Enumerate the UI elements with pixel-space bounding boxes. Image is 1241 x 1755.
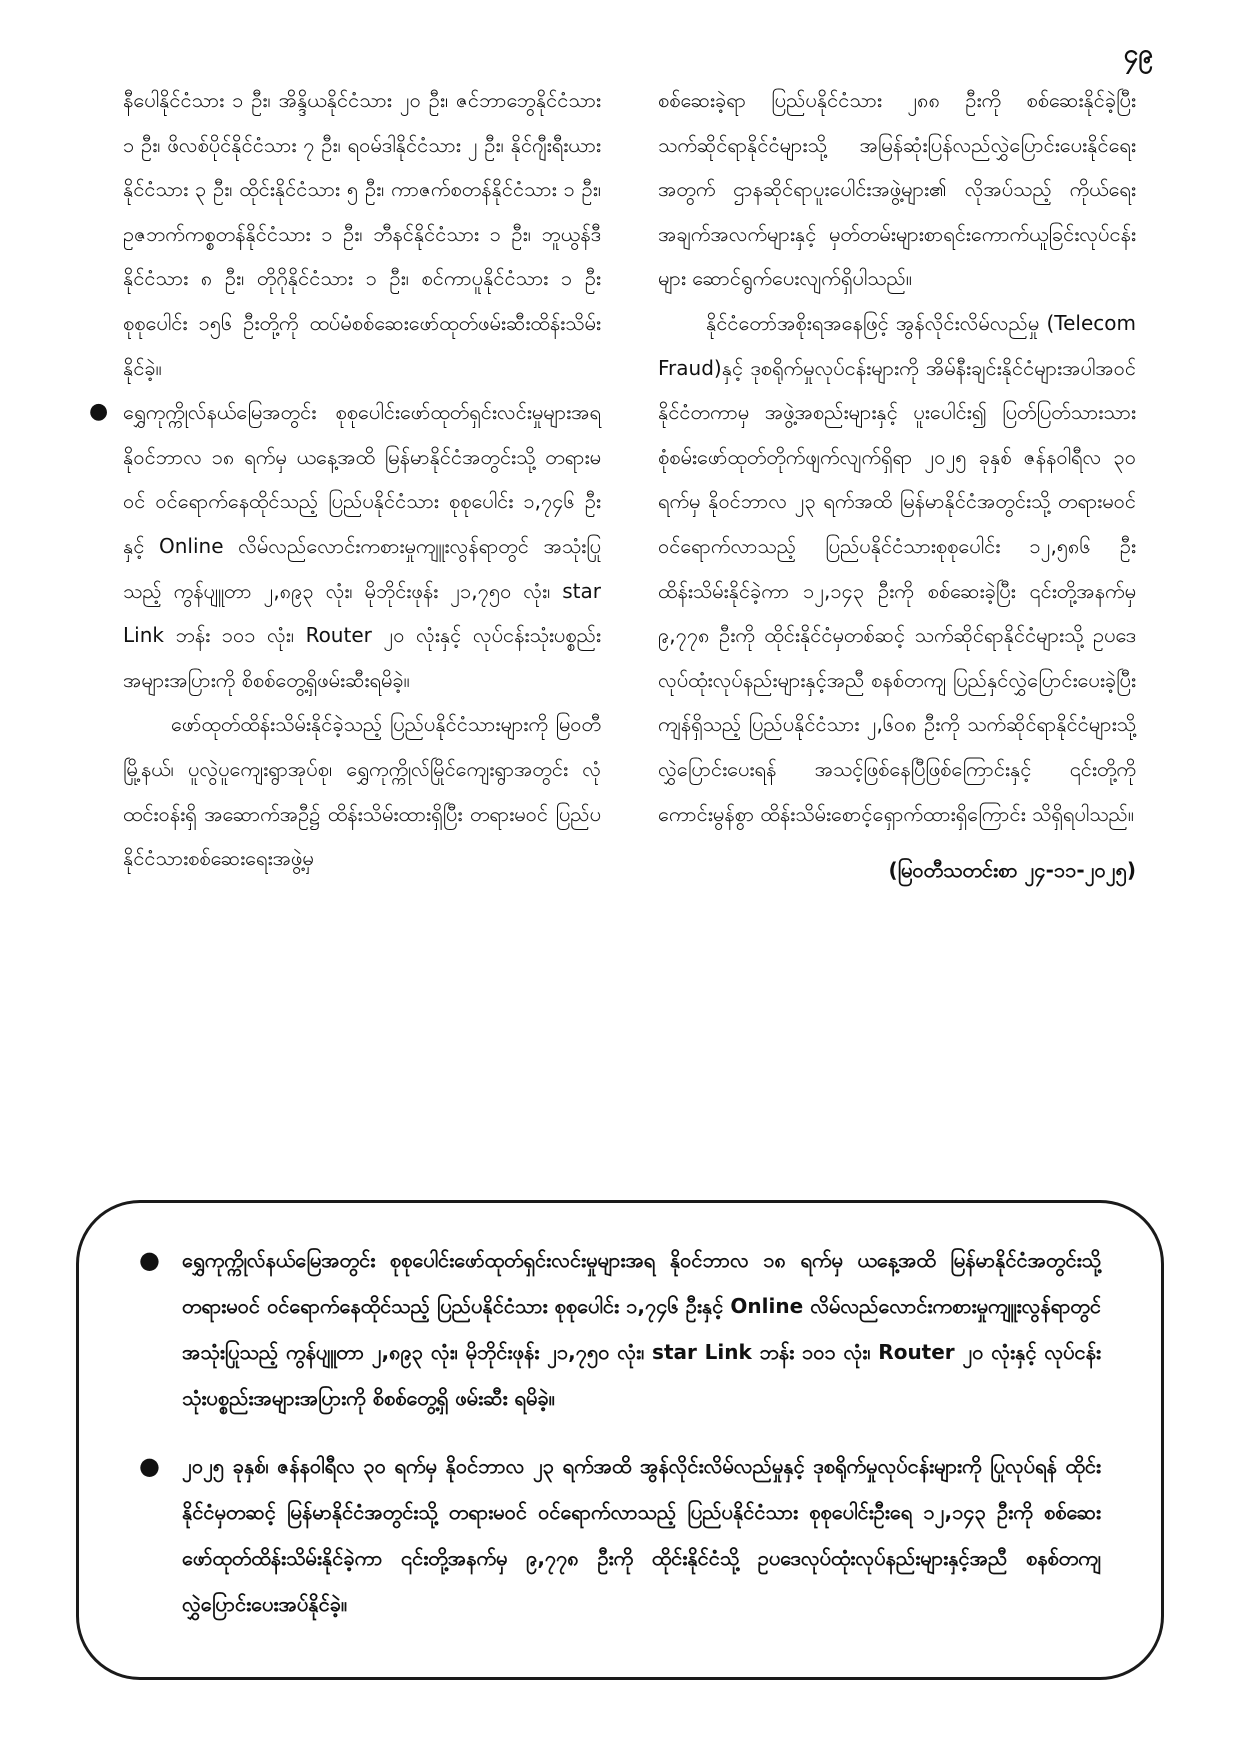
inspection-paragraph: စစ်ဆေးခဲ့ရာ ပြည်ပနိုင်ငံသား ၂၈၈ ဦးကို စစ်ဆေးနိုင်ခဲ့ပြီး သက်ဆိုင်ရာနိုင်ငံများသို့ အမြန်ဆုံးပြန်လည်လွှဲပြောင်းပေးနိုင်ရေးအတွက် ဌာနဆိုင်ရာပူးပေါင်းအဖွဲ့များ၏ လိုအပ်သည့် ကိုယ်ရေးအချက်အလက်များနှင့် မှတ်တမ်းများစာရင်းကောက်ယူခြင်းလုပ်ငန်းများ ဆောင်ရွက်ပေးလျက်ရှိပါသည်။ xyxy=(658,88,1136,291)
summary-item-seizures xyxy=(139,1237,1101,1421)
shwe-kokko-findings-text: ရွှေကုက္ကိုလ်နယ်မြေအတွင်း စုစုပေါင်းဖော်ထုတ်ရှင်းလင်းမှုများအရ နိုဝင်ဘာလ ၁၈ ရက်မှ ယနေ့အထိ မြန်မာနိုင်ငံအတွင်းသို့ တရားမဝင် ဝင်ရောက်နေထိုင်သည့် ပြည်ပနိုင်ငံသား စုစုပေါင်း ၁,၇၄၆ ဦးနှင့် Online လိမ်လည်လောင်းကစားမှုကျူးလွန်ရာတွင် အသုံးပြုသည့် ကွန်ပျူတာ ၂,၈၉၃ လုံး၊ မိုဘိုင်းဖုန်း ၂၁,၇၅၀ လုံး၊ star Link ဘန်း ၁၀၁ လုံး၊ Router ၂၀ လုံးနှင့် လုပ်ငန်းသုံးပစ္စည်းအများအပြားကို စိစစ်တွေ့ရှိဖမ်းဆီးရမိခဲ့။ xyxy=(123,400,601,692)
left-column xyxy=(89,78,601,881)
detention-paragraph: ဖော်ထုတ်ထိန်းသိမ်းနိုင်ခဲ့သည့် ပြည်ပနိုင်ငံသားများကို မြဝတီမြို့နယ်၊ ပူလွဲပူကျေးရွာအုပ်စု၊ ရွှေကုက္ကိုလ်မြိုင်ကျေးရွာအတွင်း လုံထင်းဝန်းရှိ အဆောက်အဦ၌ ထိန်းသိမ်းထားရှိပြီး တရားမဝင် ပြည်ပနိုင်ငံသားစစ်ဆေးရေးအဖွဲ့မှ xyxy=(123,712,601,871)
bullet-icon: ● xyxy=(139,1246,160,1274)
telecom-fraud-paragraph: နိုင်ငံတော်အစိုးရအနေဖြင့် အွန်လိုင်းလိမ်လည်မှု (Telecom Fraud)နှင့် ဒုစရိုက်မှုလုပ်ငန်းများကို အိမ်နီးချင်းနိုင်ငံများအပါအဝင် နိုင်ငံတကာမှ အဖွဲ့အစည်းများနှင့် ပူးပေါင်း၍ ပြတ်ပြတ်သားသား စုံစမ်းဖော်ထုတ်တိုက်ဖျက်လျက်ရှိရာ ၂၀၂၅ ခုနှစ် ဇန်နဝါရီလ ၃၀ ရက်မှ နိုဝင်ဘာလ ၂၃ ရက်အထိ မြန်မာနိုင်ငံအတွင်းသို့ တရားမဝင် ဝင်ရောက်လာသည့် ပြည်ပနိုင်ငံသားစုစုပေါင်း ၁၂,၅၈၆ ဦး ထိန်းသိမ်းနိုင်ခဲ့ကာ ၁၂,၁၄၃ ဦးကို စစ်ဆေးခဲ့ပြီး ၎င်းတို့အနက်မှ ၉,၇၇၈ ဦးကို ထိုင်းနိုင်ငံမှတစ်ဆင့် သက်ဆိုင်ရာနိုင်ငံများသို့ ဥပဒေလုပ်ထုံးလုပ်နည်းများနှင့်အညီ စနစ်တကျ ပြည်နှင်လွှဲပြောင်းပေးခဲ့ပြီး ကျန်ရှိသည့် ပြည်ပနိုင်ငံသား ၂,၆၀၈ ဦးကို သက်ဆိုင်ရာနိုင်ငံများသို့ လွှဲပြောင်းပေးရန် အသင့်ဖြစ်နေပြီဖြစ်ကြောင်းနှင့် ၎င်းတို့ကို ကောင်းမွန်စွာ ထိန်းသိမ်းစောင့်ရှောက်ထားရှိကြောင်း သိရှိရပါသည်။ xyxy=(658,310,1136,826)
summary-item-text: ရွှေကုက္ကိုလ်နယ်မြေအတွင်း စုစုပေါင်းဖော်ထုတ်ရှင်းလင်းမှုများအရ နိုဝင်ဘာလ ၁၈ ရက်မှ ယနေ့အထိ မြန်မာနိုင်ငံအတွင်းသို့ တရားမဝင် ဝင်ရောက်နေထိုင်သည့် ပြည်ပနိုင်ငံသား စုစုပေါင်း ၁,၇၄၆ ဦးနှင့် Online လိမ်လည်လောင်းကစားမှုကျူးလွန်ရာတွင် အသုံးပြုသည့် ကွန်ပျူတာ ၂,၈၉၃ လုံး၊ မိုဘိုင်းဖုန်း ၂၁,၇၅၀ လုံး၊ star Link ဘန်း ၁၀၁ လုံး၊ Router ၂၀ လုံးနှင့် လုပ်ငန်းသုံးပစ္စည်းအများအပြားကို စိစစ်တွေ့ရှိ ဖမ်းဆီး ရမိခဲ့။ xyxy=(182,1248,1101,1410)
bullet-icon: ● xyxy=(89,399,109,425)
summary-item-text: ၂၀၂၅ ခုနှစ်၊ ဇန်နဝါရီလ ၃၀ ရက်မှ နိုဝင်ဘာလ ၂၃ ရက်အထိ အွန်လိုင်းလိမ်လည်မှုနှင့် ဒုစရိုက်မှုလုပ်ငန်းများကို ပြုလုပ်ရန် ထိုင်းနိုင်ငံမှတဆင့် မြန်မာနိုင်ငံအတွင်းသို့ တရားမဝင် ဝင်ရောက်လာသည့် ပြည်ပနိုင်ငံသား စုစုပေါင်းဦးရေ ၁၂,၁၄၃ ဦးကို စစ်ဆေးဖော်ထုတ်ထိန်းသိမ်းနိုင်ခဲ့ကာ ၎င်းတို့အနက်မှ ၉,၇၇၈ ဦးကို ထိုင်းနိုင်ငံသို့ ဥပဒေလုပ်ထုံးလုပ်နည်းများနှင့်အညီ စနစ်တကျ လွှဲပြောင်းပေးအပ်နိုင်ခဲ့။ xyxy=(182,1454,1101,1616)
summary-box xyxy=(76,1200,1164,1680)
shwe-kokko-findings-paragraph xyxy=(89,390,601,702)
right-column xyxy=(658,78,1136,893)
page-number: ၄၉ xyxy=(1123,39,1153,69)
foreign-nationals-list-paragraph: နီပေါနိုင်ငံသား ၁ ဦး၊ အိန္ဒိယနိုင်ငံသား ၂၀ ဦး၊ ဇင်ဘာဘွေနိုင်ငံသား ၁ ဦး၊ ဖိလစ်ပိုင်နိုင်ငံသား ၇ ဦး၊ ရဝမ်ဒါနိုင်ငံသား ၂ ဦး၊ နိုင်ဂျီးရီးယားနိုင်ငံသား ၃ ဦး၊ ထိုင်းနိုင်ငံသား ၅ ဦး၊ ကာဇက်စတန်နိုင်ငံသား ၁ ဦး၊ ဥဇဘက်ကစ္စတန်နိုင်ငံသား ၁ ဦး၊ ဘီနင်နိုင်ငံသား ၁ ဦး၊ ဘူယွန်ဒီနိုင်ငံသား ၈ ဦး၊ တိုဂိုနိုင်ငံသား ၁ ဦး၊ စင်ကာပူနိုင်ငံသား ၁ ဦး စုစုပေါင်း ၁၅၆ ဦးတို့ကို ထပ်မံစစ်ဆေးဖော်ထုတ်ဖမ်းဆီးထိန်းသိမ်းနိုင်ခဲ့။ xyxy=(123,88,601,380)
news-source: (မြဝတီသတင်းစာ ၂၄-၁၁-၂၀၂၅) xyxy=(888,858,1136,883)
bullet-icon: ● xyxy=(139,1452,160,1480)
summary-item-transfers xyxy=(139,1443,1101,1627)
